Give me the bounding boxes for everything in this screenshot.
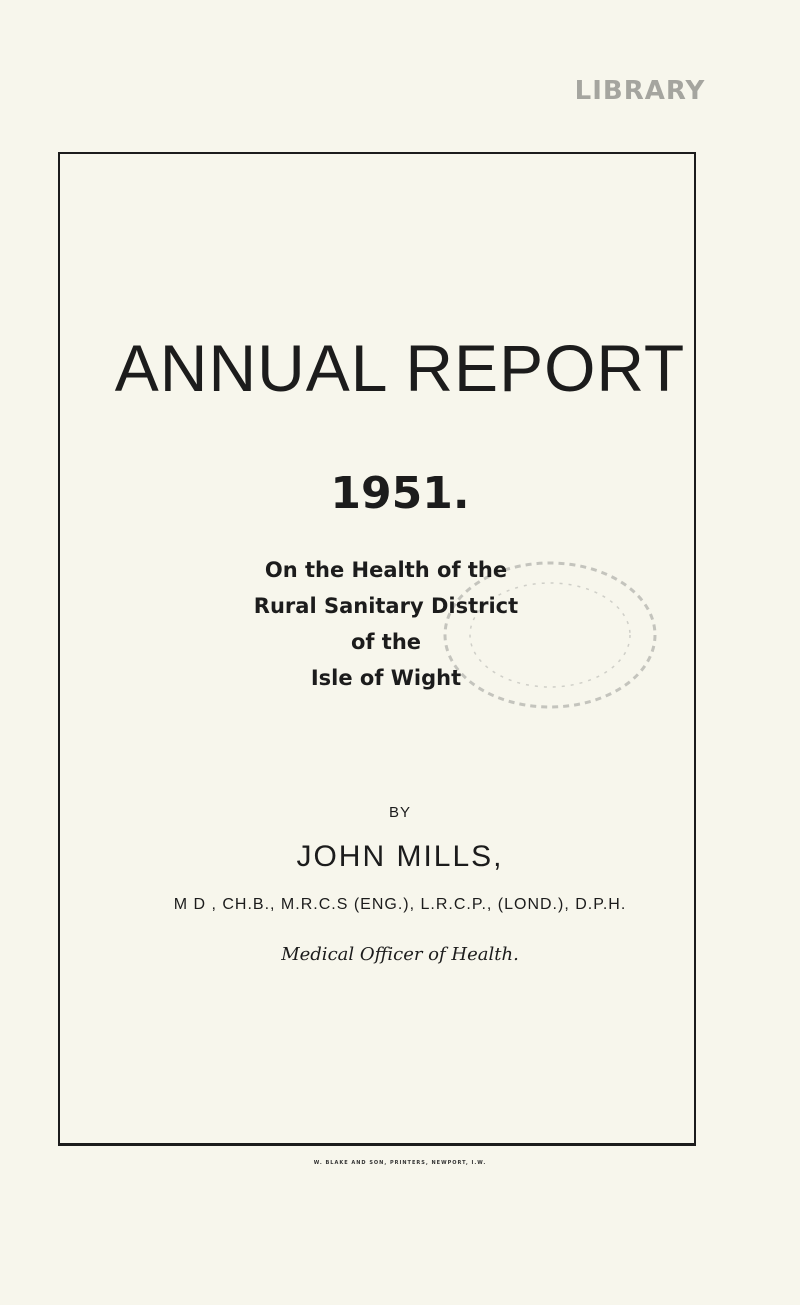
author-role: Medical Officer of Health. [281, 944, 519, 965]
subject-line-2: Rural Sanitary District [253, 594, 519, 618]
report-title: ANNUAL REPORT [114, 331, 686, 405]
by-label: BY [388, 804, 411, 821]
author-name: JOHN MILLS, [296, 840, 504, 873]
author-qualifications: M D , CH.B., M.R.C.S (ENG.), L.R.C.P., (LOND.), D.P.H. [173, 896, 627, 913]
report-subject [236, 552, 536, 696]
subject-line-4: Isle of Wight [310, 666, 462, 690]
subject-line-1: On the Health of the [264, 558, 508, 582]
library-stamp: LIBRARY [574, 76, 706, 106]
report-year: 1951. [330, 468, 470, 519]
printer-imprint: W. BLAKE AND SON, PRINTERS, NEWPORT, I.W. [313, 1160, 487, 1166]
subject-line-3: of the [350, 630, 422, 654]
